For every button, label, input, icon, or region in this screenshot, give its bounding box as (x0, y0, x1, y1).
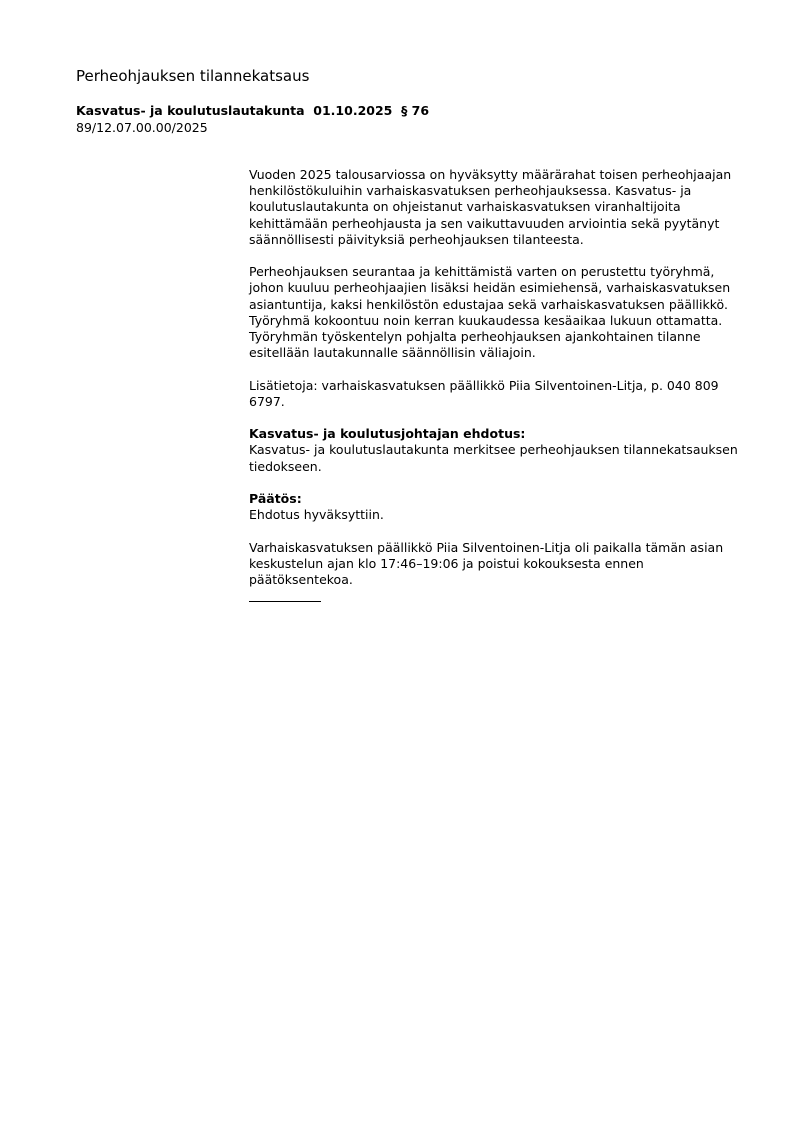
document-body (249, 167, 739, 602)
end-divider (249, 601, 321, 602)
attendance-note: Varhaiskasvatuksen päällikkö Piia Silventoinen-Litja oli paikalla tämän asian keskustelun ajan klo 17:46–19:06 ja poistui kokouksesta ennen päätöksentekoa. (249, 539, 724, 587)
proposal-heading: Kasvatus- ja koulutusjohtajan ehdotus: (249, 426, 526, 442)
decision-heading: Päätös: (249, 491, 302, 506)
decision-text: Ehdotus hyväksyttiin. (249, 507, 384, 523)
background-paragraph: Vuoden 2025 talousarviossa on hyväksytty määrärahat toisen perheohjaajan henkilöstökuluihin varhaiskasvatuksen perheohjauksessa. Kasvatus- ja koulutuslautakunta on ohjeistanut varhaiskasvatuksen viranhaltijoita kehittämään perheohjausta ja sen vaikuttavuuden arviointia sekä pyytänyt säännöllisesti päivityksiä perheohjauksen tilanteesta. (249, 167, 732, 247)
document-title: Perheohjauksen tilannekatsaus (76, 67, 310, 85)
record-id: 89/12.07.00.00/2025 (76, 120, 208, 135)
contact-info: Lisätietoja: varhaiskasvatuksen päällikkö Piia Silventoinen-Litja, p. 040 809 6797. (249, 377, 719, 409)
working-group-paragraph: Perheohjauksen seurantaa ja kehittämistä varten on perustettu työryhmä, johon kuuluu perheohjaajien lisäksi heidän esimiehensä, varhaiskasvatuksen asiantuntija, kaksi henkilöstön edustajaa sekä varhaiskasvatuksen päällikkö. Työryhmä kokoontuu noin kerran kuukaudessa kesäaikaa lukuun ottamatta. Työryhmän työskentelyn pohjalta perheohjauksen ajankohtainen tilanne esitellään lautakunnalle säännöllisin väliajoin. (249, 264, 731, 361)
meeting-line: Kasvatus- ja koulutuslautakunta 01.10.2025 § 76 (76, 103, 430, 118)
proposal-text: Kasvatus- ja koulutuslautakunta merkitsee perheohjauksen tilannekatsauksen tiedokseen. (249, 442, 738, 474)
